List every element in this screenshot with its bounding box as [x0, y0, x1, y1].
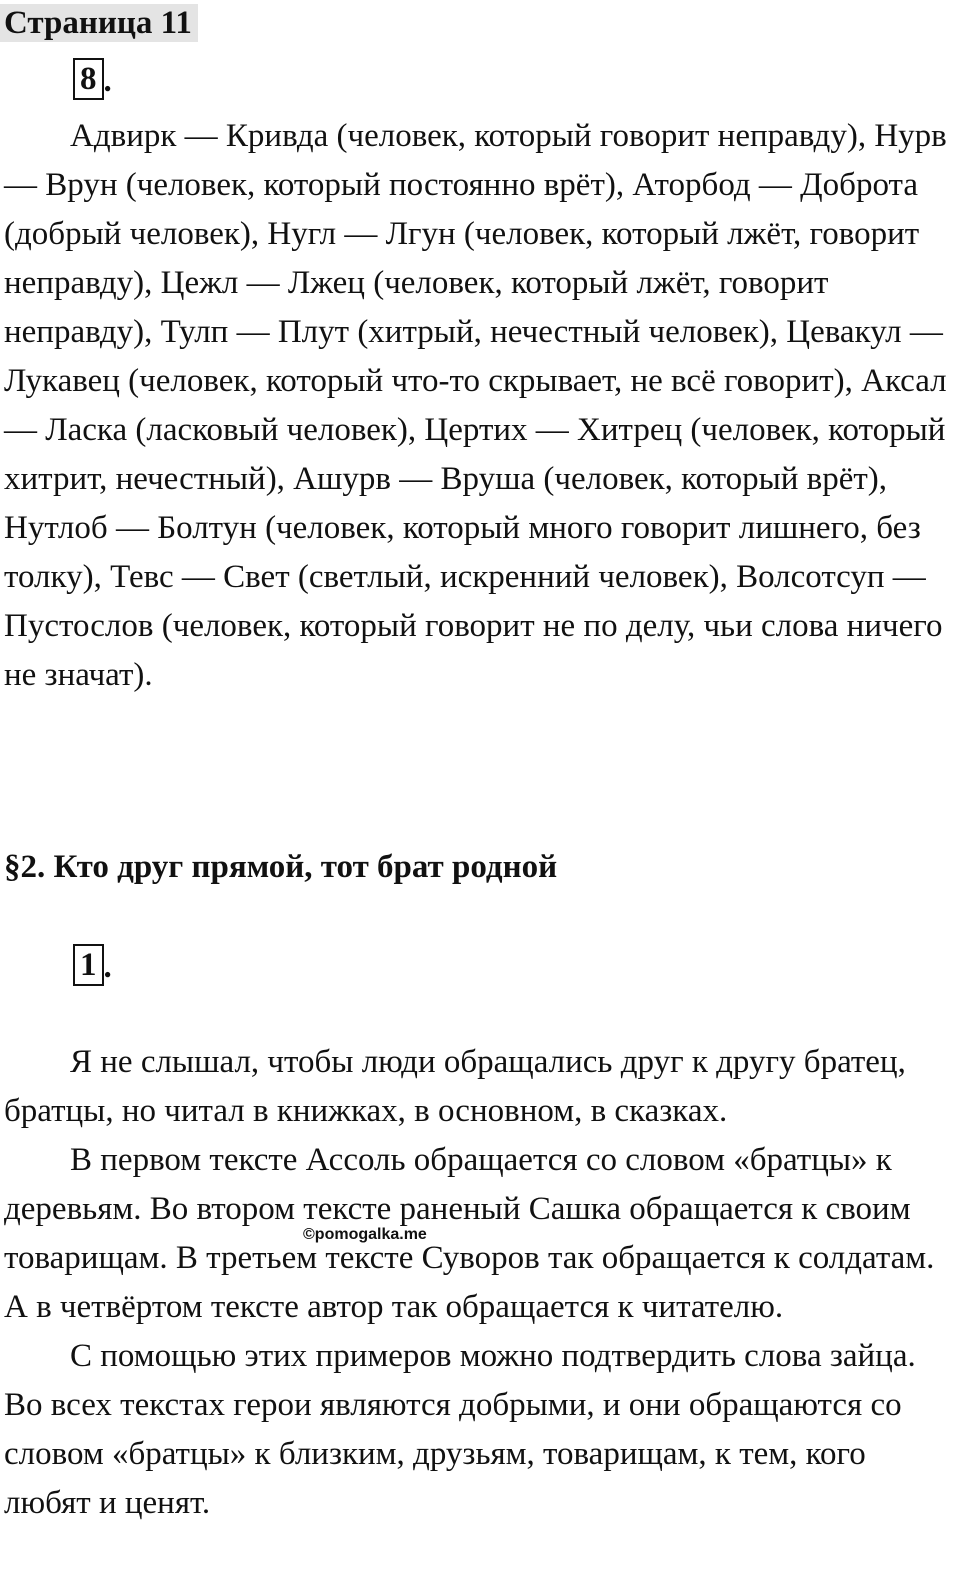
task-8-dot: .: [103, 63, 112, 99]
task-1-text: [4, 1038, 954, 1528]
task-8-paragraph: Адвирк — Кривда (человек, который говорит неправду), Нурв — Врун (человек, который постоянно врёт), Аторбод — Доброта (добрый человек), Нугл — Лгун (человек, который лжёт, говорит неправду), Цежл — Лжец (человек, который лжёт, говорит неправду), Тулп — Плут (хитрый, нечестный человек), Цевакул — Лукавец (человек, который что-то скрывает, не всё говорит), Аксал — Ласка (ласковый человек), Цертих — Хитрец (человек, который хитрит, нечестный), Ашурв — Вруша (человек, который врёт), Нутлоб — Болтун (человек, который много говорит лишнего, без толку), Тевс — Свет (светлый, искренний человек), Волсотсуп — Пустослов (человек, который говорит не по делу, чьи слова ничего не значат).: [4, 118, 947, 693]
task-8-marker: [73, 58, 112, 100]
task-1-dot: .: [103, 949, 112, 985]
page-header: Страница 11: [0, 4, 198, 42]
task-1-paragraph-3: С помощью этих примеров можно подтвердить слова зайца. Во всех текстах герои являются добрыми, и они обращаются со словом «братцы» к близким, друзьям, товарищам, к тем, кого любят и ценят.: [4, 1338, 916, 1521]
task-1-number: 1: [73, 944, 104, 986]
watermark: ©pomogalka.me: [303, 1226, 427, 1243]
task-8-text: [4, 112, 954, 700]
task-1-paragraph-1: Я не слышал, чтобы люди обращались друг к другу братец, братцы, но читал в книжках, в основном, в сказках.: [4, 1044, 906, 1129]
task-1-marker: [73, 944, 112, 986]
section-title: §2. Кто друг прямой, тот брат родной: [4, 849, 558, 885]
task-1-paragraph-2: В первом тексте Ассоль обращается со словом «братцы» к деревьям. Во втором тексте раненый Сашка обращается к своим товарищам. В третьем тексте Суворов так обращается к солдатам. А в четвёртом тексте автор так обращается к читателю.: [4, 1142, 935, 1325]
task-8-number: 8: [73, 58, 104, 100]
